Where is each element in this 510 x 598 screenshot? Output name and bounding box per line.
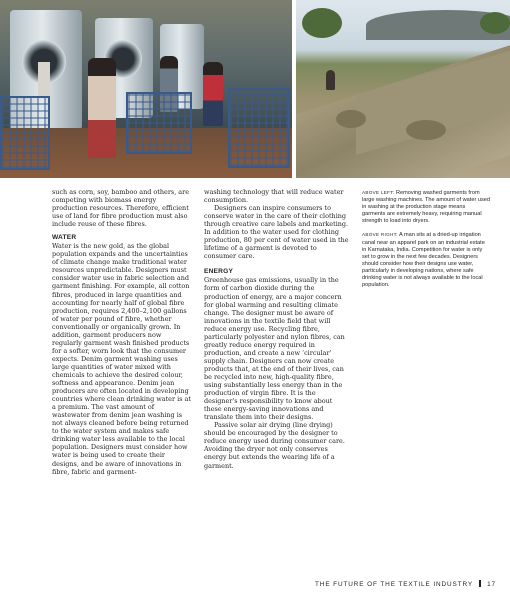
tree xyxy=(480,12,510,34)
text-column-middle xyxy=(204,188,349,470)
worker-figure xyxy=(203,62,223,126)
laundry-cart xyxy=(0,96,50,170)
page-footer xyxy=(315,580,496,588)
paragraph: such as corn, soy, bamboo and others, are competing with biomass energy production resources. Therefore, efficient use of land for fibre production must also include reuse of these fibres. xyxy=(52,188,190,229)
section-heading-water: WATER xyxy=(52,234,77,242)
photo-dry-canal xyxy=(296,0,510,178)
paragraph: washing technology that will reduce water consumption. xyxy=(204,188,344,205)
laundry-cart xyxy=(126,92,192,154)
caption-above-left xyxy=(362,189,490,225)
text-column-left xyxy=(52,188,191,476)
running-title: THE FUTURE OF THE TEXTILE INDUSTRY xyxy=(315,581,474,588)
paragraph: Designers can inspire consumers to conserve water in the care of their clothing through creative care labels and marketing. In addition to the water used for clothing production, 80 per cent of water used in the lifetime of a garment is devoted to consumer care. xyxy=(204,204,349,261)
photo-laundry-workers xyxy=(0,0,292,178)
man-sitting-figure xyxy=(326,70,335,90)
footer-separator xyxy=(479,580,481,587)
rubble xyxy=(336,110,366,128)
rubble xyxy=(406,120,446,140)
paragraph: Water is the new gold, as the global population expands and the uncertainties of climate change make traditional water resources unpredictable. Designers must consider water use in fabric selection and garment finishing. For example, all cotton fibres, produced in large quantities and accounting for nearly half of global fibre production, requires 2,400–2,100 gallons of water per pound of fibre, whether conventionally or organically grown. In addition, garment producers now regularly garment wash finished products for a softer, worn look that the consumer expects. Denim garment washing uses large quantities of water mixed with chemicals to achieve the desired colour, softness and appearance. Denim jean producers are often located in developing countries where clean drinking water is at a premium. The vast amount of wastewater from denim jean washing is not always cleaned before being returned to the water system and makes safe drinking water less available to the local population. Designers must consider how water is being used to create their designs, and be aware of innovations in fibre, fabric and garment- xyxy=(52,242,191,476)
caption-above-right xyxy=(362,231,490,289)
worker-figure xyxy=(88,58,116,158)
caption-text: A man sits at a dried-up irrigation canal near an apparel park on an industrial estate in Karnataka, India. Competition for water is only set to grow in the next few decades. Designers should consider how their designs use water, particularly in developing nations, where safe drinking water is not always available to the local population. xyxy=(362,232,485,289)
caption-label: ABOVE RIGHT: xyxy=(362,232,398,238)
photo-captions xyxy=(362,189,490,295)
page-number: 17 xyxy=(487,581,496,588)
paragraph: Passive solar air drying (line drying) should be encouraged by the designer to reduce energy used during consumer care. Avoiding the dryer not only conserves energy but extends the wearing life of a garment. xyxy=(204,421,345,470)
caption-text: Removing washed garments from large washing machines. The amount of water used in washing at the production stage means garments are extremely heavy, requiring manual strength to load into dryers. xyxy=(362,190,491,225)
paragraph: Greenhouse gas emissions, usually in the form of carbon dioxide during the production of energy, are a major concern for global warming and resulting climate change. The designer must be aware of innovations in the textile field that will reduce energy use. Recycling fibre, particularly polyester and nylon fibres, can greatly reduce energy required in production, and create a new ‘circular’ supply chain. Designers can now create products that, at the end of their lives, can be recycled into new, high-quality fibre, using substantially less energy than in the production of virgin fibre. It is the designer's responsibility to know about these energy-saving innovations and translate them into their designs. xyxy=(204,276,345,422)
section-heading-energy: ENERGY xyxy=(204,268,234,276)
tree xyxy=(302,8,342,38)
laundry-cart xyxy=(228,88,290,168)
machine-sign xyxy=(38,62,50,98)
caption-label: ABOVE LEFT: xyxy=(362,190,395,195)
